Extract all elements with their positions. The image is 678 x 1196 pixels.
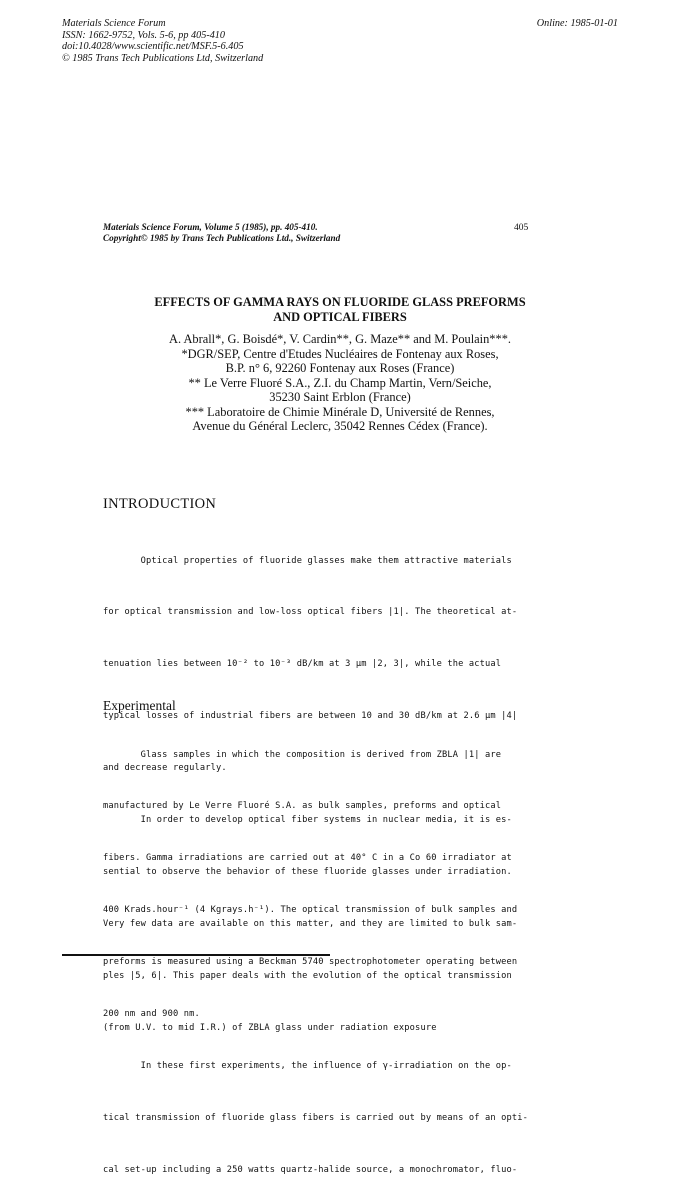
text-line: 400 Krads.hour⁻¹ (4 Kgrays.h⁻¹). The optical transmission of bulk samples and — [103, 905, 518, 916]
section-heading-experimental: Experimental — [103, 698, 176, 713]
text-line: (from U.V. to mid I.R.) of ZBLA glass under radiation exposure — [103, 1022, 437, 1033]
text-line: preforms is measured using a Beckman 5740 spectrophotometer operating between — [103, 957, 518, 968]
footnote-rule — [62, 954, 330, 956]
authors-line: A. Abrall*, G. Boisdé*, V. Cardin**, G. Maze** and M. Poulain***. — [169, 332, 511, 346]
affiliation-line: B.P. n° 6, 92260 Fontenay aux Roses (France) — [225, 361, 455, 375]
meta-line: ISSN: 1662-9752, Vols. 5-6, pp 405-410 — [62, 29, 225, 41]
affiliation-line: *** Laboratoire de Chimie Minérale D, Université de Rennes, — [185, 404, 495, 419]
text-line: cal set-up including a 250 watts quartz-halide source, a monochromator, fluo- — [103, 1164, 518, 1175]
title-line: EFFECTS OF GAMMA RAYS ON FLUORIDE GLASS PREFORMS — [154, 295, 526, 309]
meta-line: © 1985 Trans Tech Publications Ltd, Switzerland — [62, 52, 264, 64]
meta-line: Materials Science Forum — [62, 18, 166, 29]
text-line: fibers. Gamma irradiations are carried out at 40° C in a Co 60 irradiator at — [103, 853, 512, 864]
affiliation-line: *DGR/SEP, Centre d'Etudes Nucléaires de Fontenay aux Roses, — [181, 346, 499, 361]
section-heading-introduction: INTRODUCTION — [103, 496, 217, 512]
text-line: for optical transmission and low-loss optical fibers |1|. The theoretical at- — [103, 607, 518, 618]
text-line: tical transmission of fluoride glass fibers is carried out by means of an opti- — [103, 1112, 529, 1123]
meta-line: doi:10.4028/www.scientific.net/MSF.5-6.405 — [62, 41, 244, 53]
publication-metadata — [62, 18, 263, 64]
title-line: AND OPTICAL FIBERS — [273, 309, 407, 324]
authors-affiliations — [60, 332, 620, 434]
text-line: sential to observe the behavior of these fluoride glasses under irradiation. — [103, 866, 512, 877]
text-line: ples |5, 6|. This paper deals with the evolution of the optical transmission — [103, 970, 512, 981]
text-line: tenuation lies between 10⁻² to 10⁻³ dB/km at 3 μm |2, 3|, while the actual — [103, 659, 502, 670]
journal-line: Materials Science Forum, Volume 5 (1985), pp. 405-410. — [103, 222, 318, 232]
page-number: 405 — [514, 223, 529, 233]
text-line: 200 nm and 900 nm. — [103, 1009, 200, 1020]
text-line: Glass samples in which the composition is derived from ZBLA |1| are — [103, 749, 502, 760]
journal-citation — [103, 222, 340, 244]
affiliation-line: ** Le Verre Fluoré S.A., Z.I. du Champ Martin, Vern/Seiche, — [188, 375, 492, 390]
affiliation-line: Avenue du Général Leclerc, 35042 Rennes Cédex (France). — [192, 419, 488, 433]
text-line: Very few data are available on this matter, and they are limited to bulk sam- — [103, 918, 518, 929]
text-line: typical losses of industrial fibers are between 10 and 30 dB/km at 2.6 μm |4| — [103, 711, 518, 722]
affiliation-line: 35230 Saint Erblon (France) — [269, 390, 411, 404]
text-line: and decrease regularly. — [103, 763, 227, 774]
text-line: In order to develop optical fiber systems in nuclear media, it is es- — [103, 815, 512, 826]
text-line: manufactured by Le Verre Fluoré S.A. as bulk samples, preforms and optical — [103, 801, 502, 812]
paper-title — [80, 295, 600, 324]
copyright-line: Copyright© 1985 by Trans Tech Publications Ltd., Switzerland — [103, 233, 341, 243]
text-line: In these first experiments, the influence of γ-irradiation on the op- — [103, 1060, 512, 1071]
online-date: Online: 1985-01-01 — [536, 18, 618, 29]
text-line: Optical properties of fluoride glasses make them attractive materials — [103, 555, 512, 566]
